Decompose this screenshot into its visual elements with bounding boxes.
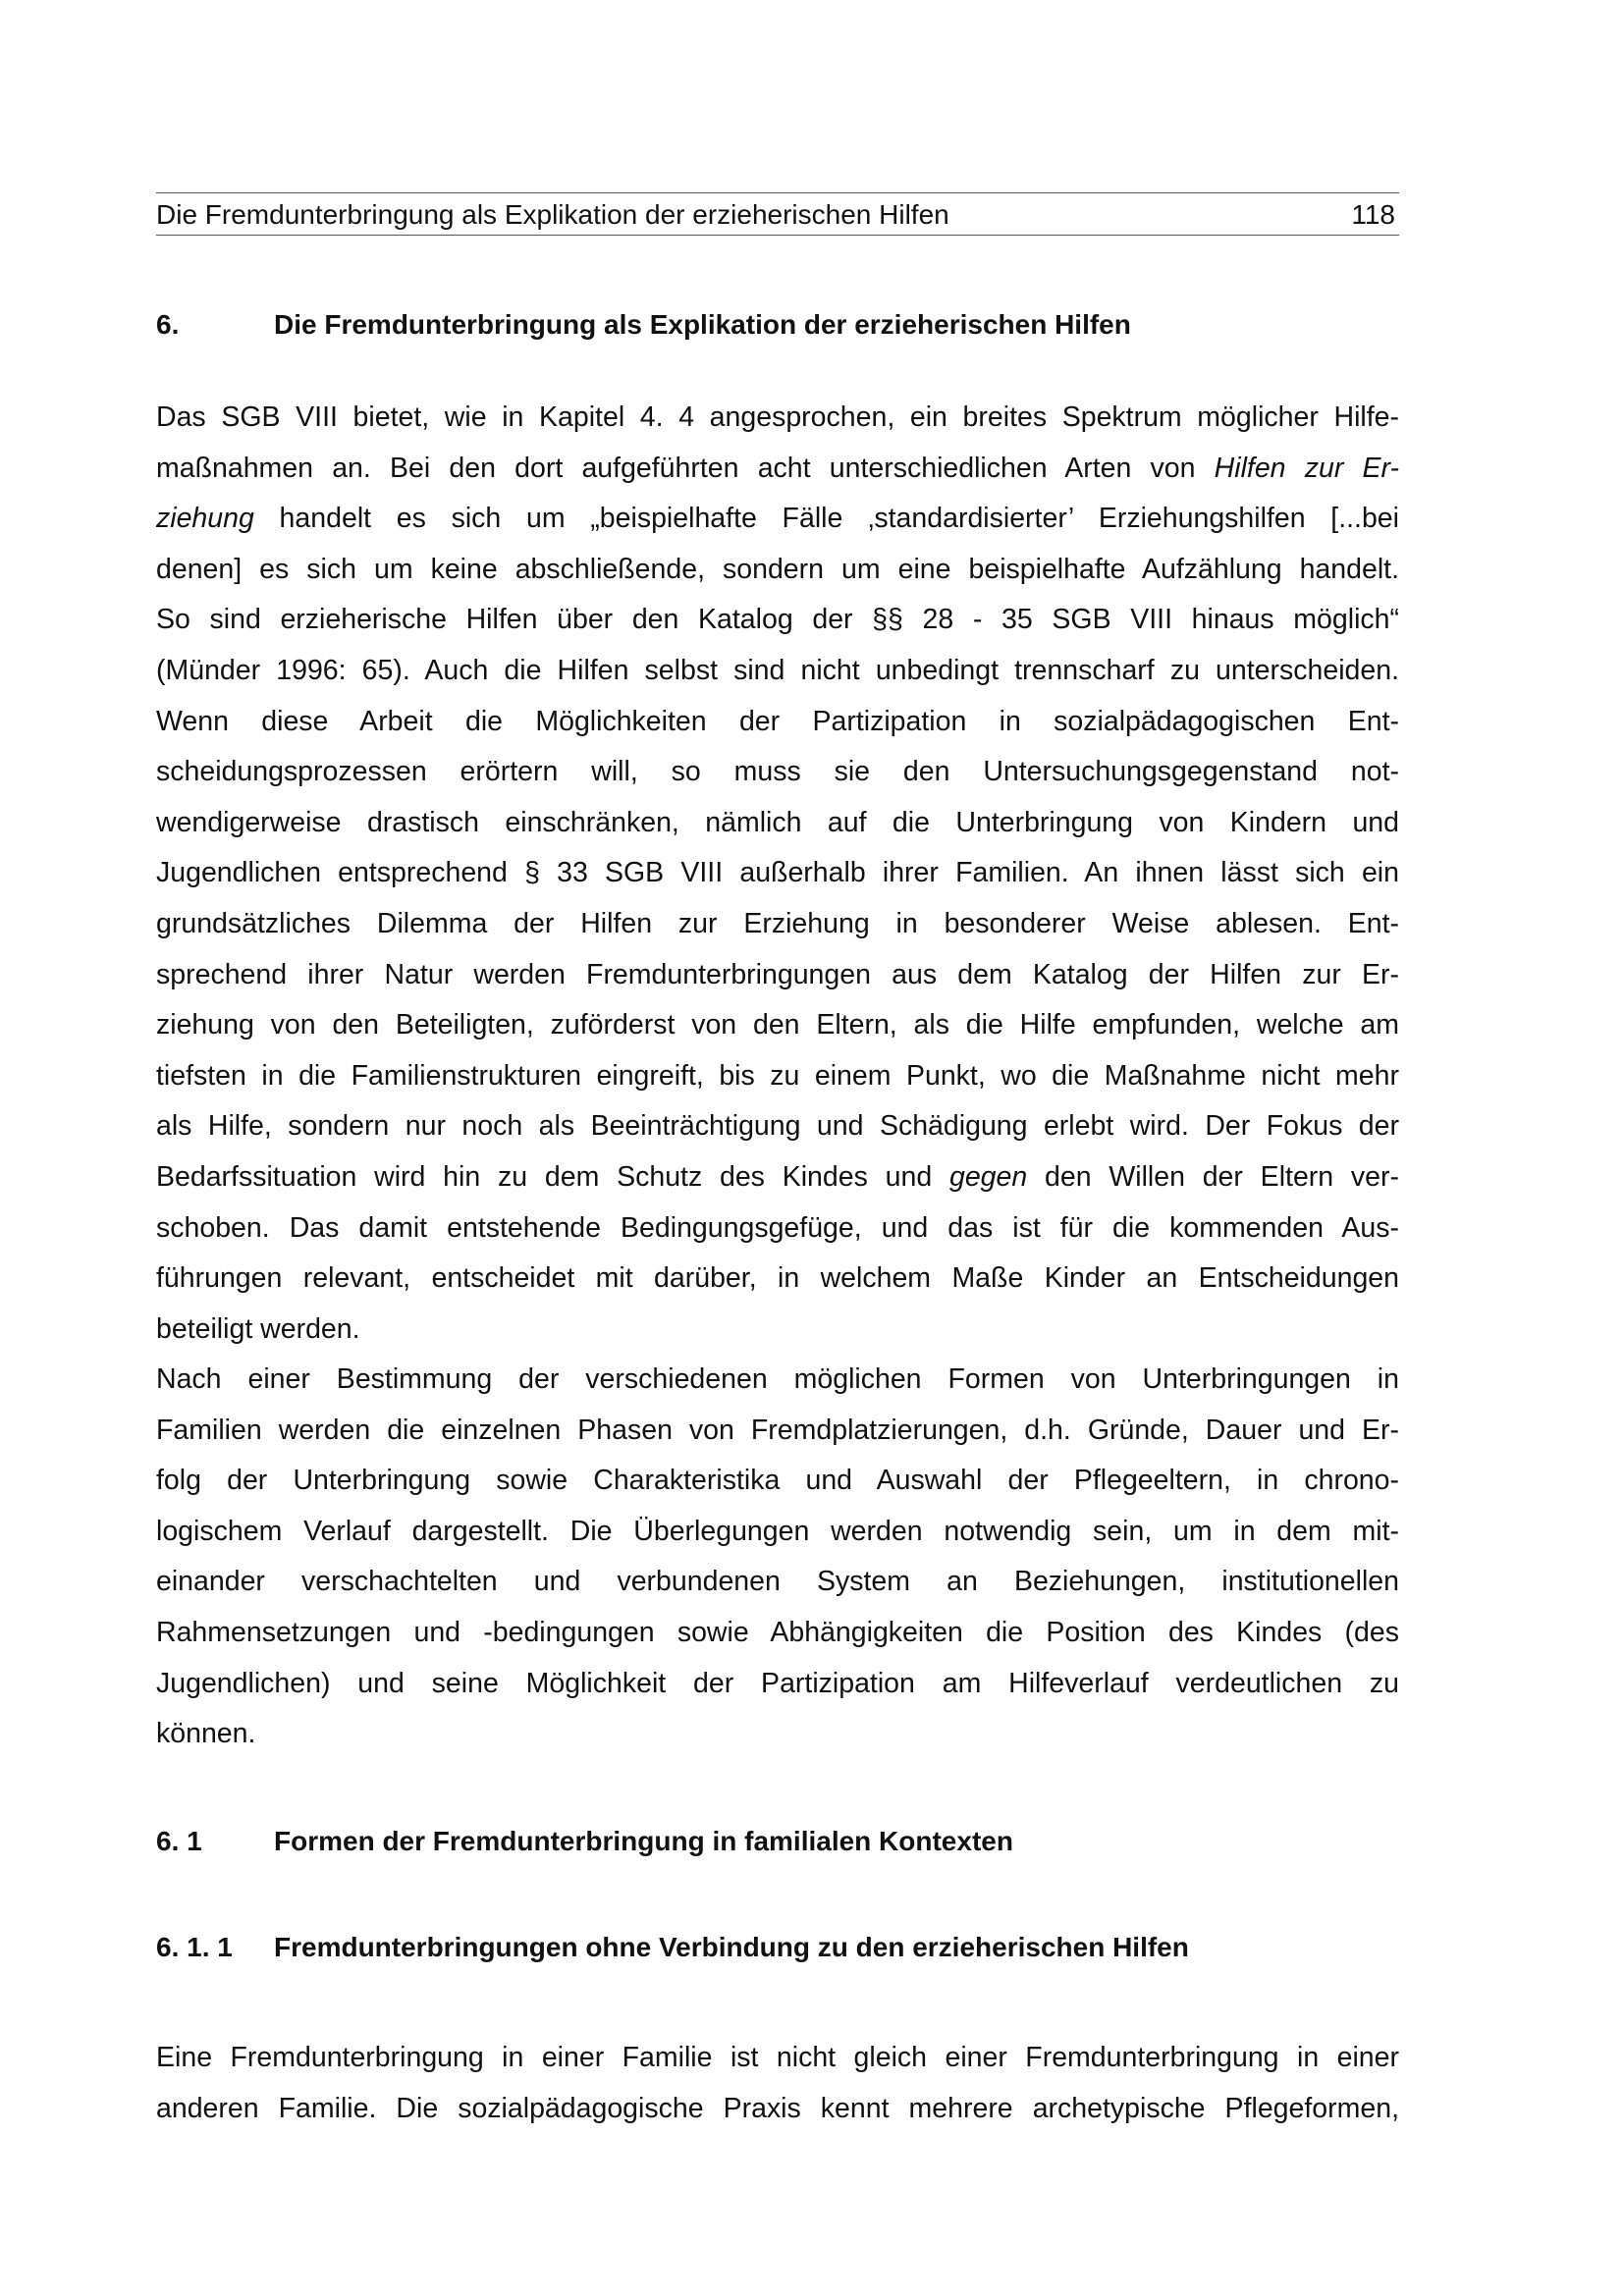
subsubsection-title: Fremdunterbringungen ohne Verbindung zu den erzieherischen Hilfen [274,1932,1189,1962]
running-header-title: Die Fremdunterbringung als Explikation der erzieherischen Hilfen [156,199,949,230]
paragraph-3 [156,2033,1399,2134]
text-line: beteiligt werden. [156,1312,360,1345]
emphasis: Hilfen zur Er- [1214,452,1399,484]
text-line: Das SGB VIII bietet, wie in Kapitel 4. 4 angesprochen, ein breites Spektrum möglicher Hilfe- [156,401,1399,433]
subsection-number: 6. 1 [156,1826,202,1856]
text-line: (Münder 1996: 65). Auch die Hilfen selbst sind nicht unbedingt trennscharf zu unterscheiden. [156,654,1399,686]
header-bottom-rule [156,235,1399,236]
text-line: schoben. Das damit entstehende Bedingungsgefüge, und das ist für die kommenden Aus- [156,1211,1399,1244]
running-header [156,197,1399,233]
text-line: führungen relevant, entscheidet mit darüber, in welchem Maße Kinder an Entscheidungen [156,1262,1399,1295]
emphasis: ziehung [156,503,254,535]
text-line: Familien werden die einzelnen Phasen von Fremdplatzierungen, d.h. Gründe, Dauer und Er- [156,1414,1399,1446]
section-title: Die Fremdunterbringung als Explikation der erzieherischen Hilfen [274,309,1131,340]
section-number: 6. [156,309,180,340]
subsubsection-heading [156,1930,1399,1965]
text-line: Jugendlichen) und seine Möglichkeit der Partizipation am Hilfeverlauf verdeutlichen zu [156,1667,1399,1699]
text-line: denen] es sich um keine abschließende, sondern um eine beispielhafte Aufzählung handelt. [156,553,1399,585]
text-line: Wenn diese Arbeit die Möglichkeiten der Partizipation in sozialpädagogischen Ent- [156,705,1399,737]
text-line: Nach einer Bestimmung der verschiedenen möglichen Formen von Unterbringungen in [156,1363,1399,1395]
subsubsection-number: 6. 1. 1 [156,1932,233,1962]
text-line: tiefsten in die Familienstrukturen eingreift, bis zu einem Punkt, wo die Maßnahme nicht mehr [156,1059,1399,1092]
text-line: können. [156,1718,256,1750]
text-line: ziehung handelt es sich um „beispielhafte Fälle ‚standardisierter’ Erziehungshilfen [...bei [156,503,1399,535]
text-line: Jugendlichen entsprechend § 33 SGB VIII außerhalb ihrer Familien. An ihnen lässt sich ein [156,857,1399,889]
text-line: als Hilfe, sondern nur noch als Beeinträchtigung und Schädigung erlebt wird. Der Fokus der [156,1110,1399,1143]
text-line: einander verschachtelten und verbundenen System an Beziehungen, institutionellen [156,1566,1399,1598]
emphasis: gegen [948,1160,1028,1193]
section-heading [156,307,1399,343]
text-line: Eine Fremdunterbringung in einer Familie ist nicht gleich einer Fremdunterbringung in einer [156,2042,1399,2073]
text-line: grundsätzliches Dilemma der Hilfen zur Erziehung in besonderer Weise ablesen. Ent- [156,907,1399,939]
text-line: logischem Verlauf dargestellt. Die Überlegungen werden notwendig sein, um in dem mit- [156,1515,1399,1547]
text-line: scheidungsprozessen erörtern will, so muss sie den Untersuchungsgegenstand not- [156,756,1399,788]
subsection-title: Formen der Fremdunterbringung in familialen Kontexten [274,1826,1013,1856]
subsection-heading [156,1824,1399,1859]
text-line: wendigerweise drastisch einschränken, nämlich auf die Unterbringung von Kindern und [156,806,1399,838]
text-line: ziehung von den Beteiligten, zuförderst von den Eltern, als die Hilfe empfunden, welche am [156,1009,1399,1041]
paragraph-2 [156,1355,1399,1760]
page-number: 118 [1351,199,1395,230]
text-line: Bedarfssituation wird hin zu dem Schutz des Kindes und gegen den Willen der Eltern ver- [156,1160,1399,1193]
text-line: folg der Unterbringung sowie Charakteristika und Auswahl der Pflegeeltern, in chrono- [156,1465,1399,1497]
text-line: Rahmensetzungen und -bedingungen sowie Abhängigkeiten die Position des Kindes (des [156,1616,1399,1648]
header-top-rule [156,192,1399,193]
text-line: So sind erzieherische Hilfen über den Katalog der §§ 28 - 35 SGB VIII hinaus möglich“ [156,604,1399,636]
text-line: anderen Familie. Die sozialpädagogische Praxis kennt mehrere archetypische Pflegeformen, [156,2092,1399,2124]
text-line: maßnahmen an. Bei den dort aufgeführten acht unterschiedlichen Arten von Hilfen zur Er- [156,452,1399,484]
paragraph-1 [156,393,1399,1355]
text-line: sprechend ihrer Natur werden Fremdunterbringungen aus dem Katalog der Hilfen zur Er- [156,958,1399,990]
